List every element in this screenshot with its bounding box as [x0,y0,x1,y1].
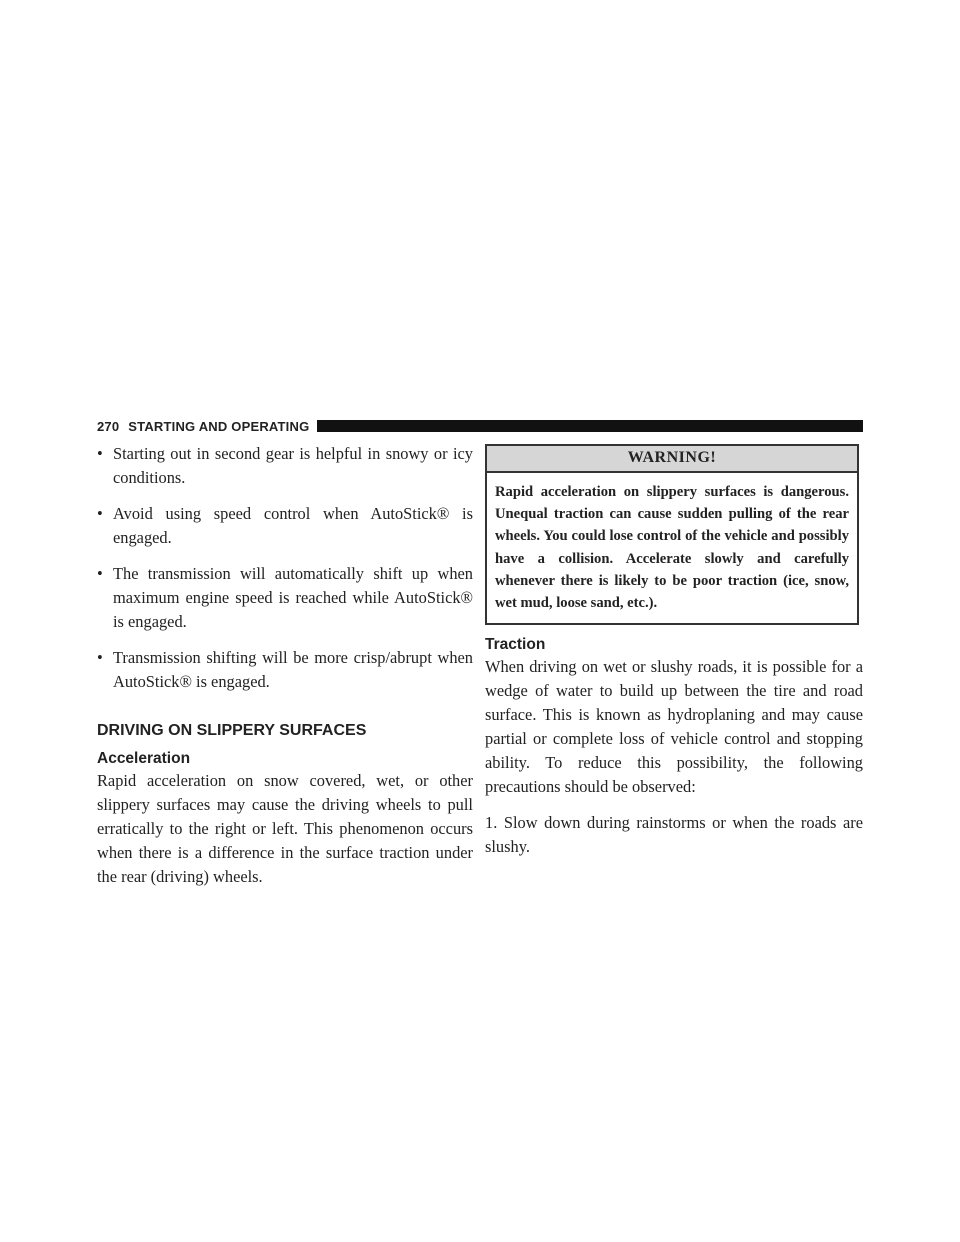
bullet-icon: • [97,444,103,463]
right-column [485,444,863,871]
left-column [97,442,473,901]
header-rule [317,420,863,432]
bullet-list [97,442,473,694]
warning-text: Rapid acceleration on slippery surfaces is dangerous. Unequal traction can cause sudden pulling of the rear wheels. You could lose control of the vehicle and possibly have a collision. Accelerate slowly and carefully whenever there is likely to be poor traction (ice, snow, wet mud, loose sand, etc.). [495,484,849,612]
page-number: 270 [97,418,120,434]
section-heading: DRIVING ON SLIPPERY SURFACES [97,722,367,739]
acceleration-paragraph: Rapid acceleration on snow covered, wet, or other slippery surfaces may cause the driving wheels to pull erratically to the right or left. This phenomenon occurs when there is a difference in the surface traction under the rear (driving) wheels. [97,771,473,886]
traction-paragraph: When driving on wet or slushy roads, it is possible for a wedge of water to build up between the tire and road surface. This is known as hydroplaning and may cause partial or complete loss of vehicle control and stopping ability. To reduce this possibility, the following precautions should be observed: [485,657,863,797]
bullet-text: Transmission shifting will be more crisp/abrupt when AutoStick® is engaged. [113,648,473,691]
acceleration-heading: Acceleration [97,750,191,767]
bullet-icon: • [97,504,103,523]
section-title: STARTING AND OPERATING [128,418,310,434]
bullet-text: The transmission will automatically shift up when maximum engine speed is reached while AutoStick® is engaged. [113,564,473,631]
bullet-icon: • [97,564,103,583]
bullet-text: Starting out in second gear is helpful in snowy or icy conditions. [113,444,473,487]
warning-title: WARNING! [487,446,857,473]
bullet-item [97,562,473,634]
bullet-item [97,646,473,694]
bullet-text: Avoid using speed control when AutoStick® is engaged. [113,504,473,547]
bullet-item [97,502,473,550]
step-1: 1. Slow down during rainstorms or when the roads are slushy. [485,813,863,857]
bullet-item [97,442,473,490]
bullet-icon: • [97,648,103,667]
page-header [97,416,863,436]
warning-box [485,444,859,625]
traction-heading: Traction [485,636,546,654]
